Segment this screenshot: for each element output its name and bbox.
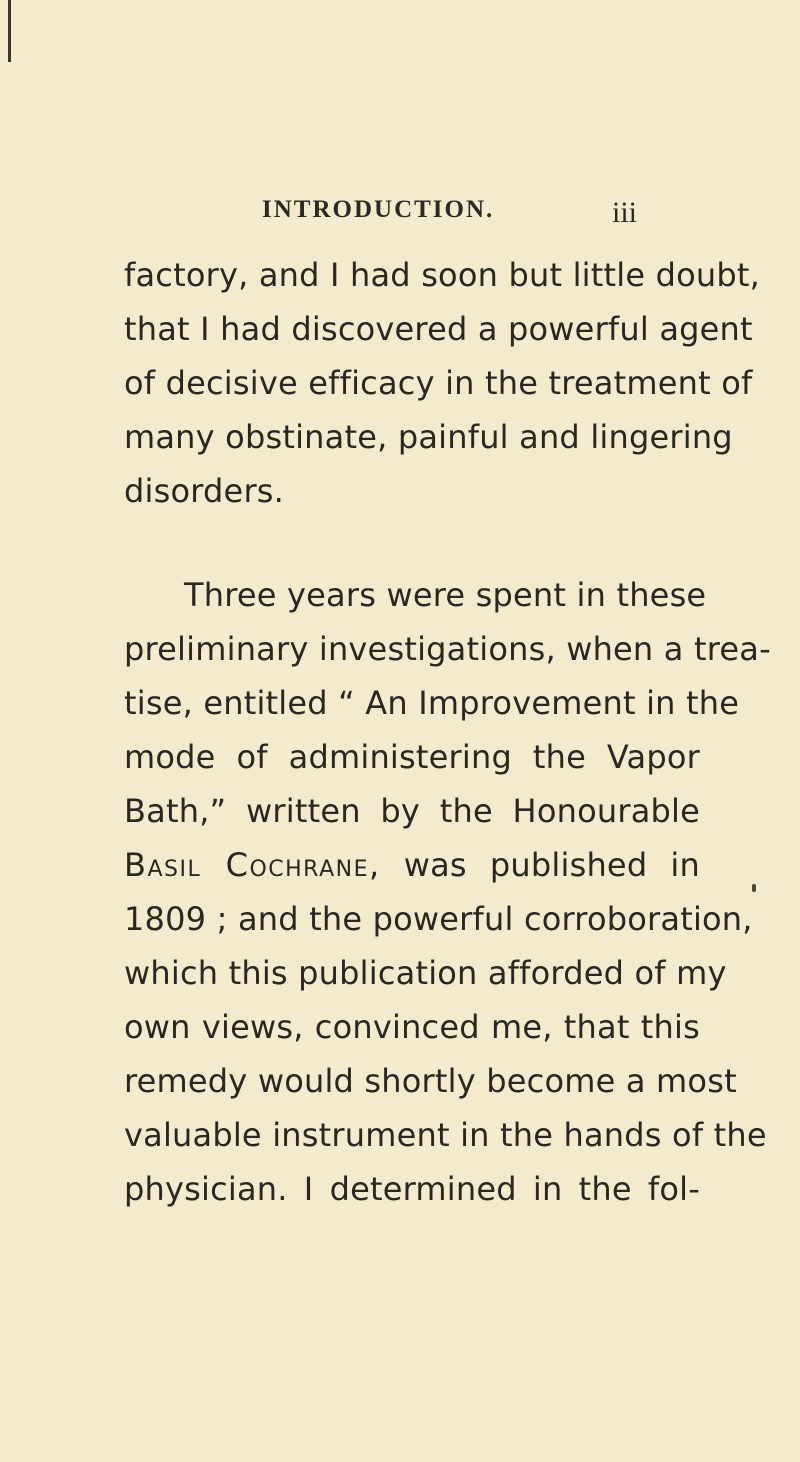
text-line: many obstinate, painful and lingering bbox=[124, 418, 733, 456]
text-line: remedy would shortly become a most bbox=[124, 1062, 737, 1100]
text-line: 1809 ; and the powerful corroboration, bbox=[124, 900, 753, 938]
text-line: factory, and I had soon but little doubt, bbox=[124, 256, 761, 294]
text-line: tise, entitled “ An Improvement in the bbox=[124, 684, 740, 722]
page-edge-line bbox=[8, 0, 11, 62]
ink-speck bbox=[752, 884, 756, 892]
text-line: Bath,” written by the Honourable bbox=[124, 792, 700, 830]
body-text bbox=[124, 248, 771, 1216]
text-line: mode of administering the Vapor bbox=[124, 738, 700, 776]
author-name: Basil Cochrane, bbox=[124, 846, 381, 884]
text-fragment: was published in bbox=[403, 846, 700, 884]
text-line: that I had discovered a powerful agent bbox=[124, 310, 753, 348]
text-line: own views, convinced me, that this bbox=[124, 1008, 700, 1046]
paragraph-gap bbox=[124, 518, 700, 568]
text-line: of decisive efficacy in the treatment of bbox=[124, 364, 753, 402]
text-line: preliminary investigations, when a trea- bbox=[124, 630, 771, 668]
running-head: INTRODUCTION. bbox=[262, 196, 495, 223]
page-number: iii bbox=[612, 196, 638, 229]
text-line: disorders. bbox=[124, 472, 285, 510]
text-line: physician. I determined in the fol- bbox=[124, 1170, 700, 1208]
text-line-author bbox=[124, 838, 700, 892]
text-line: which this publication afforded of my bbox=[124, 954, 727, 992]
page-header bbox=[0, 196, 800, 232]
text-line: valuable instrument in the hands of the bbox=[124, 1116, 767, 1154]
text-line: Three years were spent in these bbox=[184, 576, 707, 614]
